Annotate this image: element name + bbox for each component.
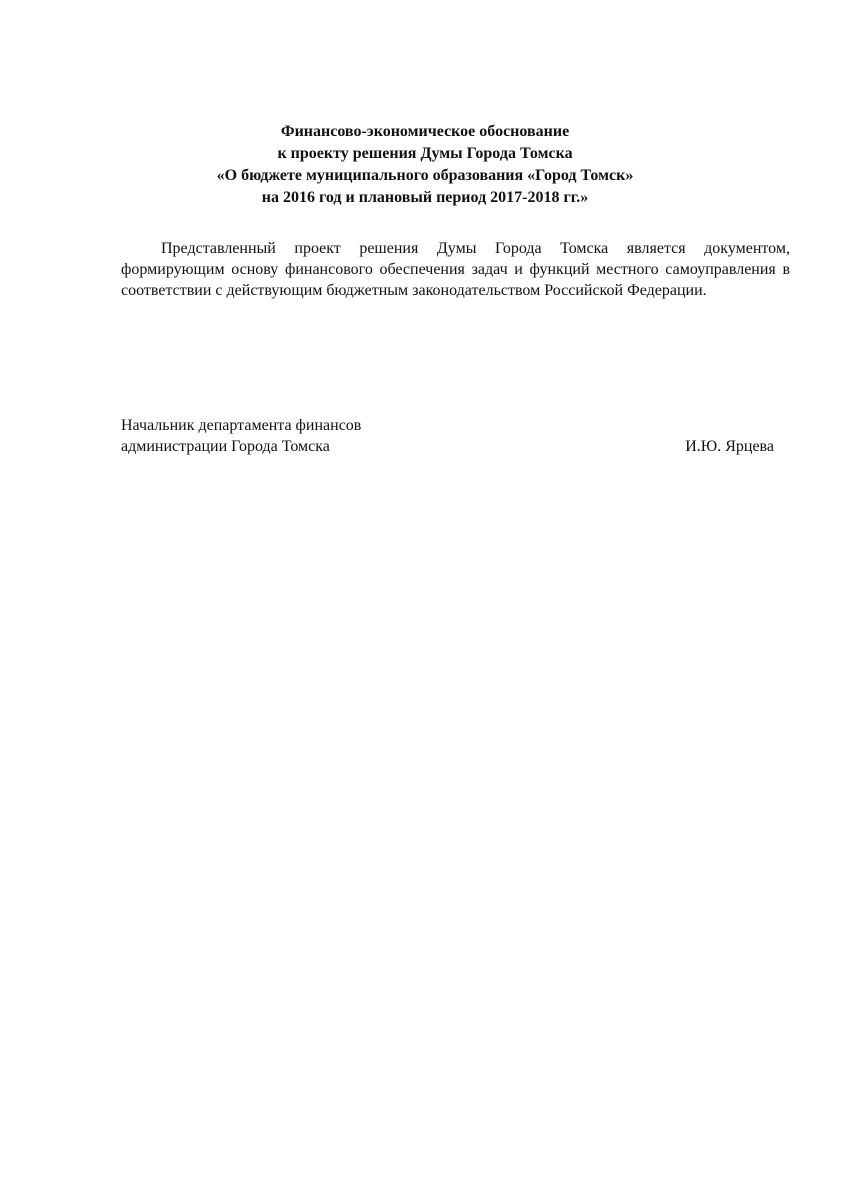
- signature-row: [121, 436, 774, 457]
- signer-name: И.Ю. Ярцева: [685, 438, 774, 455]
- title-line-2: к проекту решения Думы Города Томска: [277, 145, 573, 162]
- title-line-4: на 2016 год и плановый период 2017-2018 гг.»: [261, 189, 589, 206]
- title-line-3: «О бюджете муниципального образования «Город Томск»: [216, 167, 634, 184]
- body-paragraph: Представленный проект решения Думы Города Томска является документом, формирующим основу финансового обеспечения задач и функций местного самоуправления в соответствии с действующим бюджетным законодательством Российской Федерации.: [121, 240, 790, 299]
- signature-block: [121, 415, 774, 457]
- signer-position-line-1: Начальник департамента финансов: [121, 417, 362, 434]
- title-line-1: Финансово-экономическое обоснование: [280, 123, 570, 140]
- signer-position-line-2: администрации Города Томска: [121, 438, 330, 455]
- document-title: [0, 121, 850, 209]
